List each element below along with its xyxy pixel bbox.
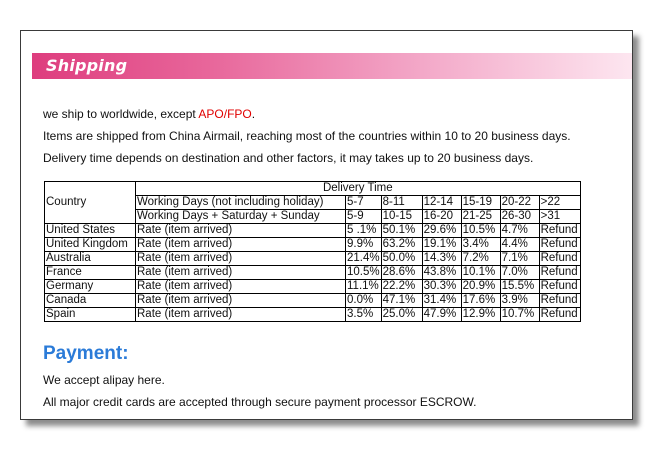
table-cell: 9.9% <box>346 238 382 252</box>
delivery-time-header: Delivery Time <box>136 182 581 196</box>
country-cell: Canada <box>45 294 136 308</box>
table-cell: 20-22 <box>500 196 539 210</box>
table-cell: 28.6% <box>381 266 422 280</box>
table-cell: Refund <box>539 224 580 238</box>
shipping-payment-card <box>20 30 633 420</box>
table-cell: 4.4% <box>500 238 539 252</box>
country-cell: United Kingdom <box>45 238 136 252</box>
table-cell: 12.9% <box>461 308 500 322</box>
table-cell: 47.1% <box>381 294 422 308</box>
payment-line-1: We accept alipay here. <box>43 373 165 387</box>
table-row <box>45 280 581 294</box>
table-cell: 50.0% <box>381 252 422 266</box>
country-cell: Spain <box>45 308 136 322</box>
table-cell: Refund <box>539 238 580 252</box>
table-cell: 21.4% <box>347 252 380 264</box>
country-cell: Germany <box>45 280 136 294</box>
table-cell: Refund <box>539 308 580 322</box>
table-cell: 15-19 <box>461 196 500 210</box>
payment-line-2: All major credit cards are accepted through secure payment processor ESCROW. <box>43 395 477 409</box>
table-cell: 31.4% <box>422 294 461 308</box>
metric-cell: Rate (item arrived) <box>136 252 346 266</box>
table-cell: 10.5% <box>347 266 380 278</box>
table-cell: 43.8% <box>422 266 461 280</box>
table-cell: 3.4% <box>461 238 500 252</box>
table-cell: Refund <box>539 294 580 308</box>
table-cell: 3.5% <box>346 308 382 322</box>
country-cell: Australia <box>45 252 136 266</box>
table-cell: 10-15 <box>381 210 422 224</box>
table-header-row <box>45 182 581 196</box>
table-cell: 17.6% <box>461 294 500 308</box>
table-cell: 26-30 <box>500 210 539 224</box>
shipping-line-3: Delivery time depends on destination and other factors, it may takes up to 20 business days. <box>43 151 534 165</box>
table-cell: 22.2% <box>381 280 422 294</box>
table-cell: Refund <box>539 252 580 266</box>
table-cell: >22 <box>539 196 580 210</box>
table-cell: 15.5% <box>500 280 539 294</box>
table-cell: Refund <box>539 280 580 294</box>
shipping-line-2: Items are shipped from China Airmail, reaching most of the countries within 10 to 20 business days. <box>43 129 571 143</box>
table-cell: 25.0% <box>381 308 422 322</box>
table-cell: 10.7% <box>500 308 539 322</box>
shipping-line-1-suffix: . <box>251 107 256 121</box>
table-cell: >31 <box>539 210 580 224</box>
table-cell: 7.2% <box>461 252 500 266</box>
table-cell: 0.0% <box>346 294 382 308</box>
table-cell: 3.9% <box>500 294 539 308</box>
delivery-time-table <box>44 181 581 322</box>
table-cell: 30.3% <box>422 280 461 294</box>
metric-cell: Rate (item arrived) <box>136 238 346 252</box>
table-cell: 20.9% <box>461 280 500 294</box>
metric-cell: Rate (item arrived) <box>136 308 346 322</box>
payment-title-text: Payment <box>43 343 123 364</box>
table-cell: 5-9 <box>346 210 382 224</box>
shipping-line-1 <box>43 107 255 121</box>
table-cell: 63.2% <box>381 238 422 252</box>
table-row <box>45 266 581 280</box>
table-cell: 10.1% <box>461 266 500 280</box>
payment-title-colon: : <box>122 343 129 364</box>
table-cell: 10.5% <box>461 224 500 238</box>
country-header: Country <box>45 182 136 224</box>
table-row <box>45 252 581 266</box>
metric-cell: Rate (item arrived) <box>136 266 346 280</box>
metric-cell: Rate (item arrived) <box>136 224 346 238</box>
shipping-title: Shipping <box>46 56 128 75</box>
table-cell: 14.3% <box>422 252 461 266</box>
metric-cell: Rate (item arrived) <box>136 280 346 294</box>
table-cell: 7.0% <box>500 266 539 280</box>
table-cell: 19.1% <box>422 238 461 252</box>
country-cell: France <box>45 266 136 280</box>
table-row <box>45 308 581 322</box>
shipping-exception-text: APO/FPO <box>198 107 252 121</box>
table-cell: 5-7 <box>346 196 382 210</box>
table-row <box>45 294 581 308</box>
working-days-label: Working Days (not including holiday) <box>136 196 346 210</box>
payment-title <box>43 343 129 365</box>
shipping-banner <box>32 53 632 79</box>
table-cell: 5 .1% <box>346 224 382 238</box>
table-cell: 7.1% <box>500 252 539 266</box>
table-cell: Refund <box>539 266 580 280</box>
table-row <box>45 224 581 238</box>
table-cell: 29.6% <box>422 224 461 238</box>
table-cell: 12-14 <box>422 196 461 210</box>
table-cell: 11.1% <box>346 280 382 294</box>
table-cell: 4.7% <box>500 224 539 238</box>
table-cell: 16-20 <box>422 210 461 224</box>
saturday-sunday-label: Working Days + Saturday + Sunday <box>136 210 346 224</box>
metric-cell: Rate (item arrived) <box>136 294 346 308</box>
table-row <box>45 238 581 252</box>
table-cell: 50.1% <box>381 224 422 238</box>
shipping-line-1-prefix: we ship to worldwide, except <box>43 107 199 121</box>
table-cell: 21-25 <box>461 210 500 224</box>
table-cell: 8-11 <box>381 196 422 210</box>
table-cell: 47.9% <box>422 308 461 322</box>
country-cell: United States <box>45 224 136 238</box>
